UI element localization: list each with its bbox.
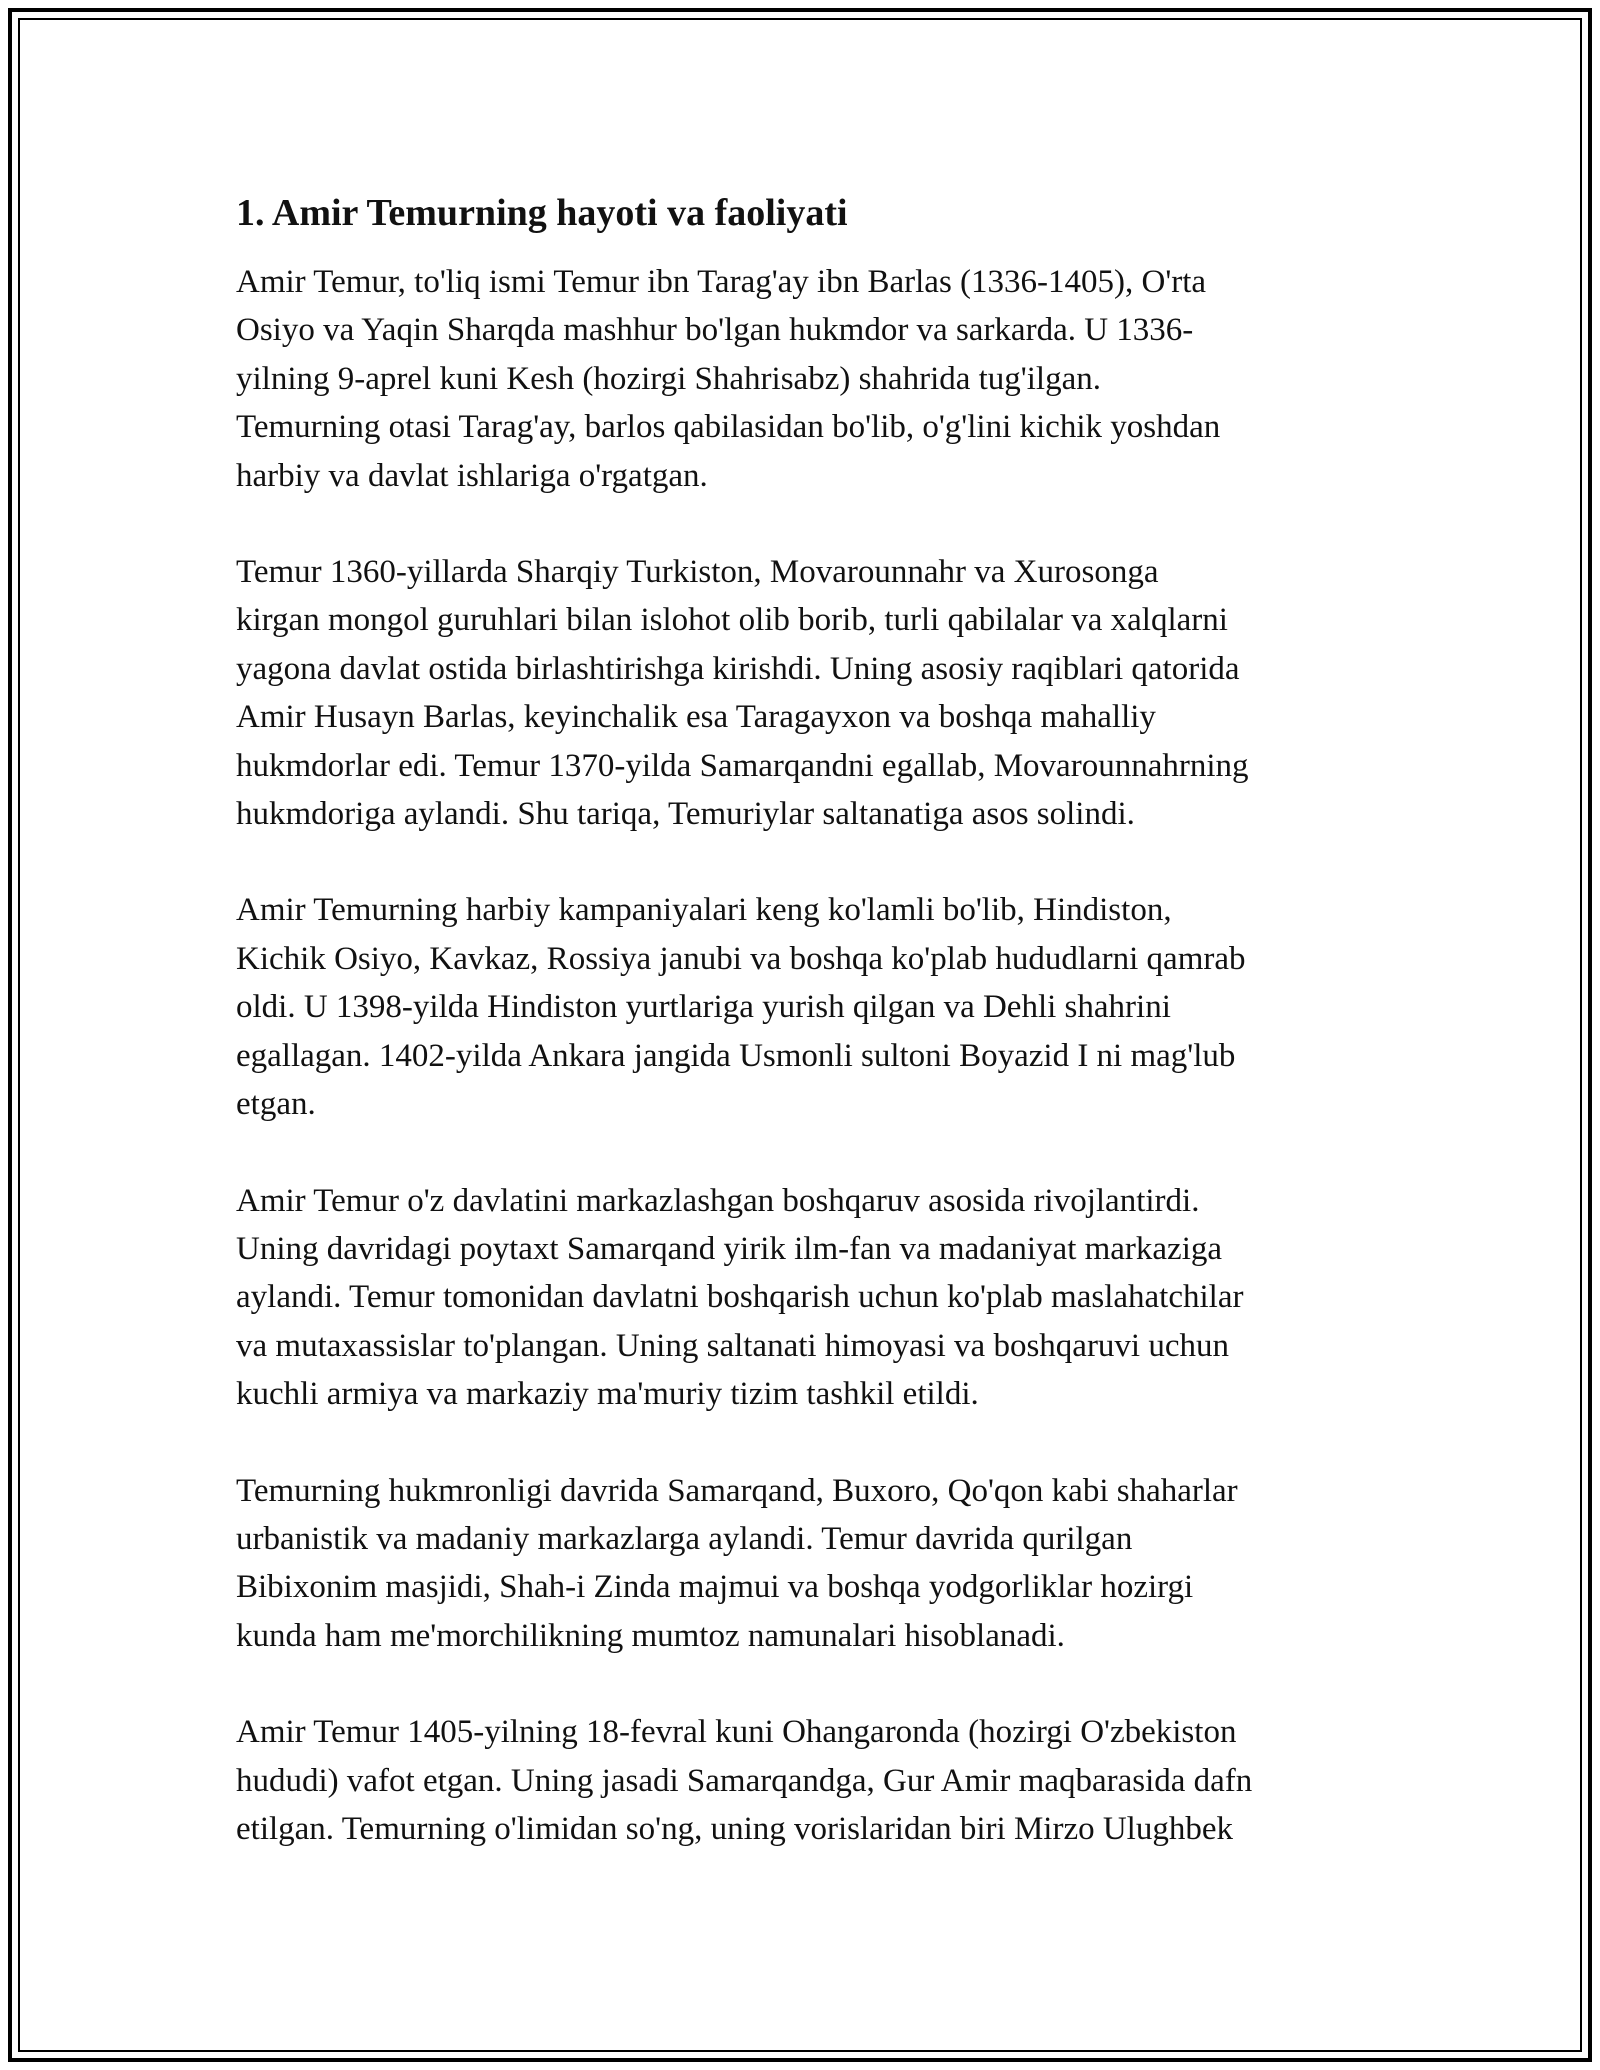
paragraph-early-life: Amir Temur, to'liq ismi Temur ibn Tarag'ay ibn Barlas (1336-1405), O'rta Osiyo va Yaqin Sharqda mashhur bo'lgan hukmdor va sarkarda. U 1336- yilning 9-aprel kuni Kesh (hozirgi Shahrisabz) shahrida tug'ilgan. Temurning otasi Tarag'ay, barlos qabilasidan bo'lib, o'g'lini kichik yoshdan harbiy va davlat ishlariga o'rgatgan. xyxy=(236,264,1221,494)
paragraph-military-campaigns: Amir Temurning harbiy kampaniyalari keng ko'lamli bo'lib, Hindiston, Kichik Osiyo, Kavkaz, Rossiya janubi va boshqa ko'plab hududlarni qamrab oldi. U 1398-yilda Hindiston yurtlariga yurish qilgan va Dehli shahrini egallagan. 1402-yilda Ankara jangida Usmonli sultoni Boyazid I ni mag'lub etgan. xyxy=(236,892,1246,1123)
paragraph-rise-to-power: Temur 1360-yillarda Sharqiy Turkiston, Movarounnahr va Xurosonga kirgan mongol guruhlari bilan islohot olib borib, turli qabilalar va xalqlarni yagona davlat ostida birlashtirishga kirishdi. Uning asosiy raqiblari qatorida Amir Husayn Barlas, keyinchalik esa Taragayxon va boshqa mahalliy hukmdorlar edi. Temur 1370-yilda Samarqandni egallab, Movarounnahrning hukmdoriga aylandi. Shu tariqa, Temuriylar saltanatiga asos solindi. xyxy=(236,554,1249,833)
document-title: 1. Amir Temurning hayoti va faoliyati xyxy=(236,192,848,234)
document-body xyxy=(236,188,1376,1901)
paragraph-cities-architecture: Temurning hukmronligi davrida Samarqand, Buxoro, Qo'qon kabi shaharlar urbanistik va madaniy markazlarga aylandi. Temur davrida qurilgan Bibixonim masjidi, Shah-i Zinda majmui va boshqa yodgorliklar hozirgi kunda ham me'morchilikning mumtoz namunalari hisoblanadi. xyxy=(236,1472,1238,1654)
paragraph-governance: Amir Temur o'z davlatini markazlashgan boshqaruv asosida rivojlantirdi. Uning davridagi poytaxt Samarqand yirik ilm-fan va madaniyat markaziga aylandi. Temur tomonidan davlatni boshqarish uchun ko'plab maslahatchilar va mutaxassislar to'plangan. Uning saltanati himoyasi va boshqaruvi uchun kuchli armiya va markaziy ma'muriy tizim tashkil etildi. xyxy=(236,1182,1244,1413)
paragraph-death: Amir Temur 1405-yilning 18-fevral kuni Ohangaronda (hozirgi O'zbekiston hududi) vafot etgan. Uning jasadi Samarqandga, Gur Amir maqbarasida dafn etilgan. Temurning o'limidan so'ng, uning vorislaridan biri Mirzo Ulughbek xyxy=(236,1714,1253,1847)
